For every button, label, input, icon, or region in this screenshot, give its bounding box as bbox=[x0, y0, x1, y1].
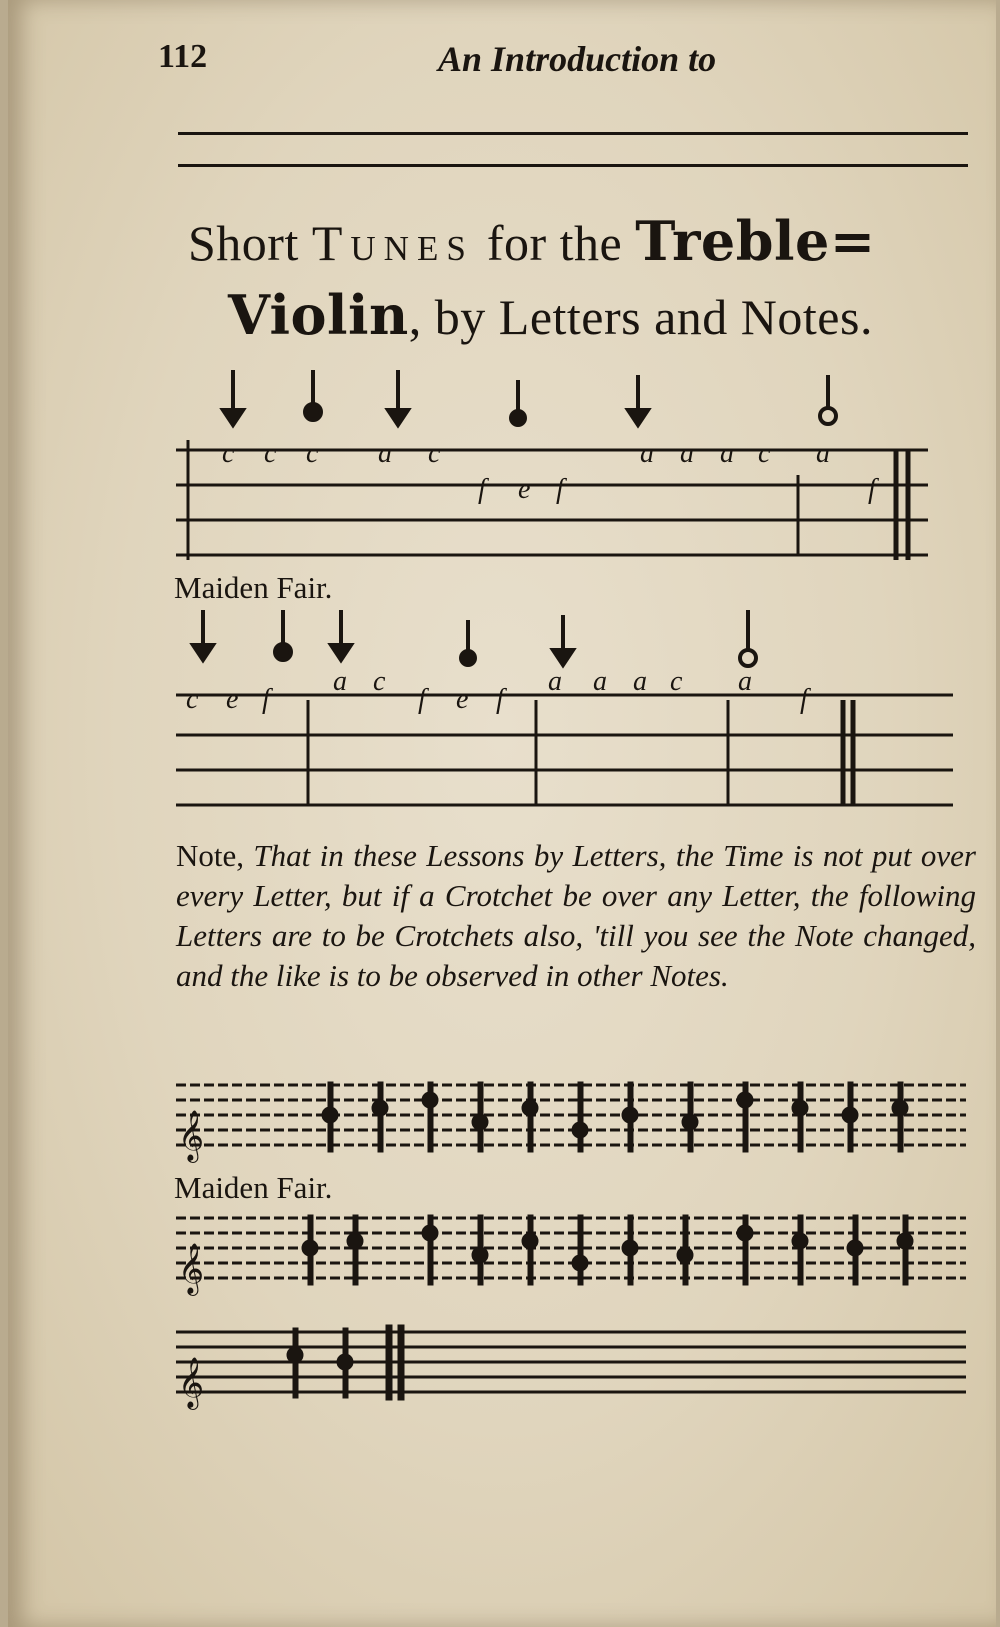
svg-text:a: a bbox=[680, 438, 694, 469]
svg-text:c: c bbox=[758, 438, 771, 469]
svg-text:𝄞: 𝄞 bbox=[178, 1243, 205, 1294]
system-2-notes bbox=[302, 1215, 913, 1285]
title-short: Short bbox=[188, 215, 299, 271]
svg-text:e: e bbox=[518, 474, 531, 505]
svg-text:a: a bbox=[633, 666, 647, 697]
svg-text:f: f bbox=[262, 684, 270, 715]
svg-text:e: e bbox=[226, 684, 239, 715]
svg-text:f: f bbox=[556, 474, 564, 505]
svg-text:a: a bbox=[738, 666, 752, 697]
svg-text:c: c bbox=[670, 666, 683, 697]
svg-text:a: a bbox=[640, 438, 654, 469]
svg-text:a: a bbox=[378, 438, 392, 469]
svg-text:c: c bbox=[186, 684, 199, 715]
svg-text:c: c bbox=[306, 438, 319, 469]
title-treble: Treble= bbox=[635, 209, 876, 273]
svg-text:a: a bbox=[816, 438, 830, 469]
running-head: An Introduction to bbox=[438, 39, 717, 79]
note-body: That in these Lessons by Letters, the Time is not put over every Letter, but if a Crotchet be over any Letter, the following Letters are to be Crotchets also, 'till you see the Note changed, and the like is to be observed in other Notes. bbox=[176, 838, 976, 993]
svg-text:𝄞: 𝄞 bbox=[178, 1357, 205, 1408]
svg-text:c: c bbox=[222, 438, 235, 469]
svg-text:a: a bbox=[720, 438, 734, 469]
tab2-rhythm-signs bbox=[193, 610, 756, 666]
svg-text:e: e bbox=[456, 684, 469, 715]
tune-label-notation: Maiden Fair. bbox=[174, 1170, 333, 1205]
tab1-rhythm-signs bbox=[223, 370, 836, 425]
svg-text:f: f bbox=[496, 684, 504, 715]
title-tunes: Tunes bbox=[311, 215, 474, 271]
title-by-letters: , by Letters and Notes. bbox=[408, 289, 873, 345]
svg-text:a: a bbox=[548, 666, 562, 697]
system-2 bbox=[176, 1218, 966, 1296]
svg-text:c: c bbox=[428, 438, 441, 469]
system-1-notes bbox=[322, 1082, 908, 1152]
note-paragraph bbox=[176, 836, 976, 996]
svg-text:c: c bbox=[373, 666, 386, 697]
book-page bbox=[8, 0, 996, 1627]
svg-text:f: f bbox=[478, 474, 486, 505]
tab2-staff-lines bbox=[176, 695, 953, 805]
page-number: 112 bbox=[158, 38, 208, 75]
title-violin: Violin bbox=[228, 283, 409, 347]
svg-text:a: a bbox=[593, 666, 607, 697]
svg-text:f: f bbox=[800, 684, 808, 715]
music-notation bbox=[8, 0, 996, 1627]
svg-text:c: c bbox=[264, 438, 277, 469]
svg-text:a: a bbox=[333, 666, 347, 697]
notation-staves bbox=[176, 1082, 966, 1410]
svg-text:f: f bbox=[868, 474, 876, 505]
title-for-the: for the bbox=[486, 215, 623, 271]
svg-text:f: f bbox=[418, 684, 426, 715]
svg-text:𝄞: 𝄞 bbox=[178, 1110, 205, 1161]
tune-label-tab: Maiden Fair. bbox=[174, 570, 333, 605]
note-lead: Note, bbox=[176, 838, 245, 873]
